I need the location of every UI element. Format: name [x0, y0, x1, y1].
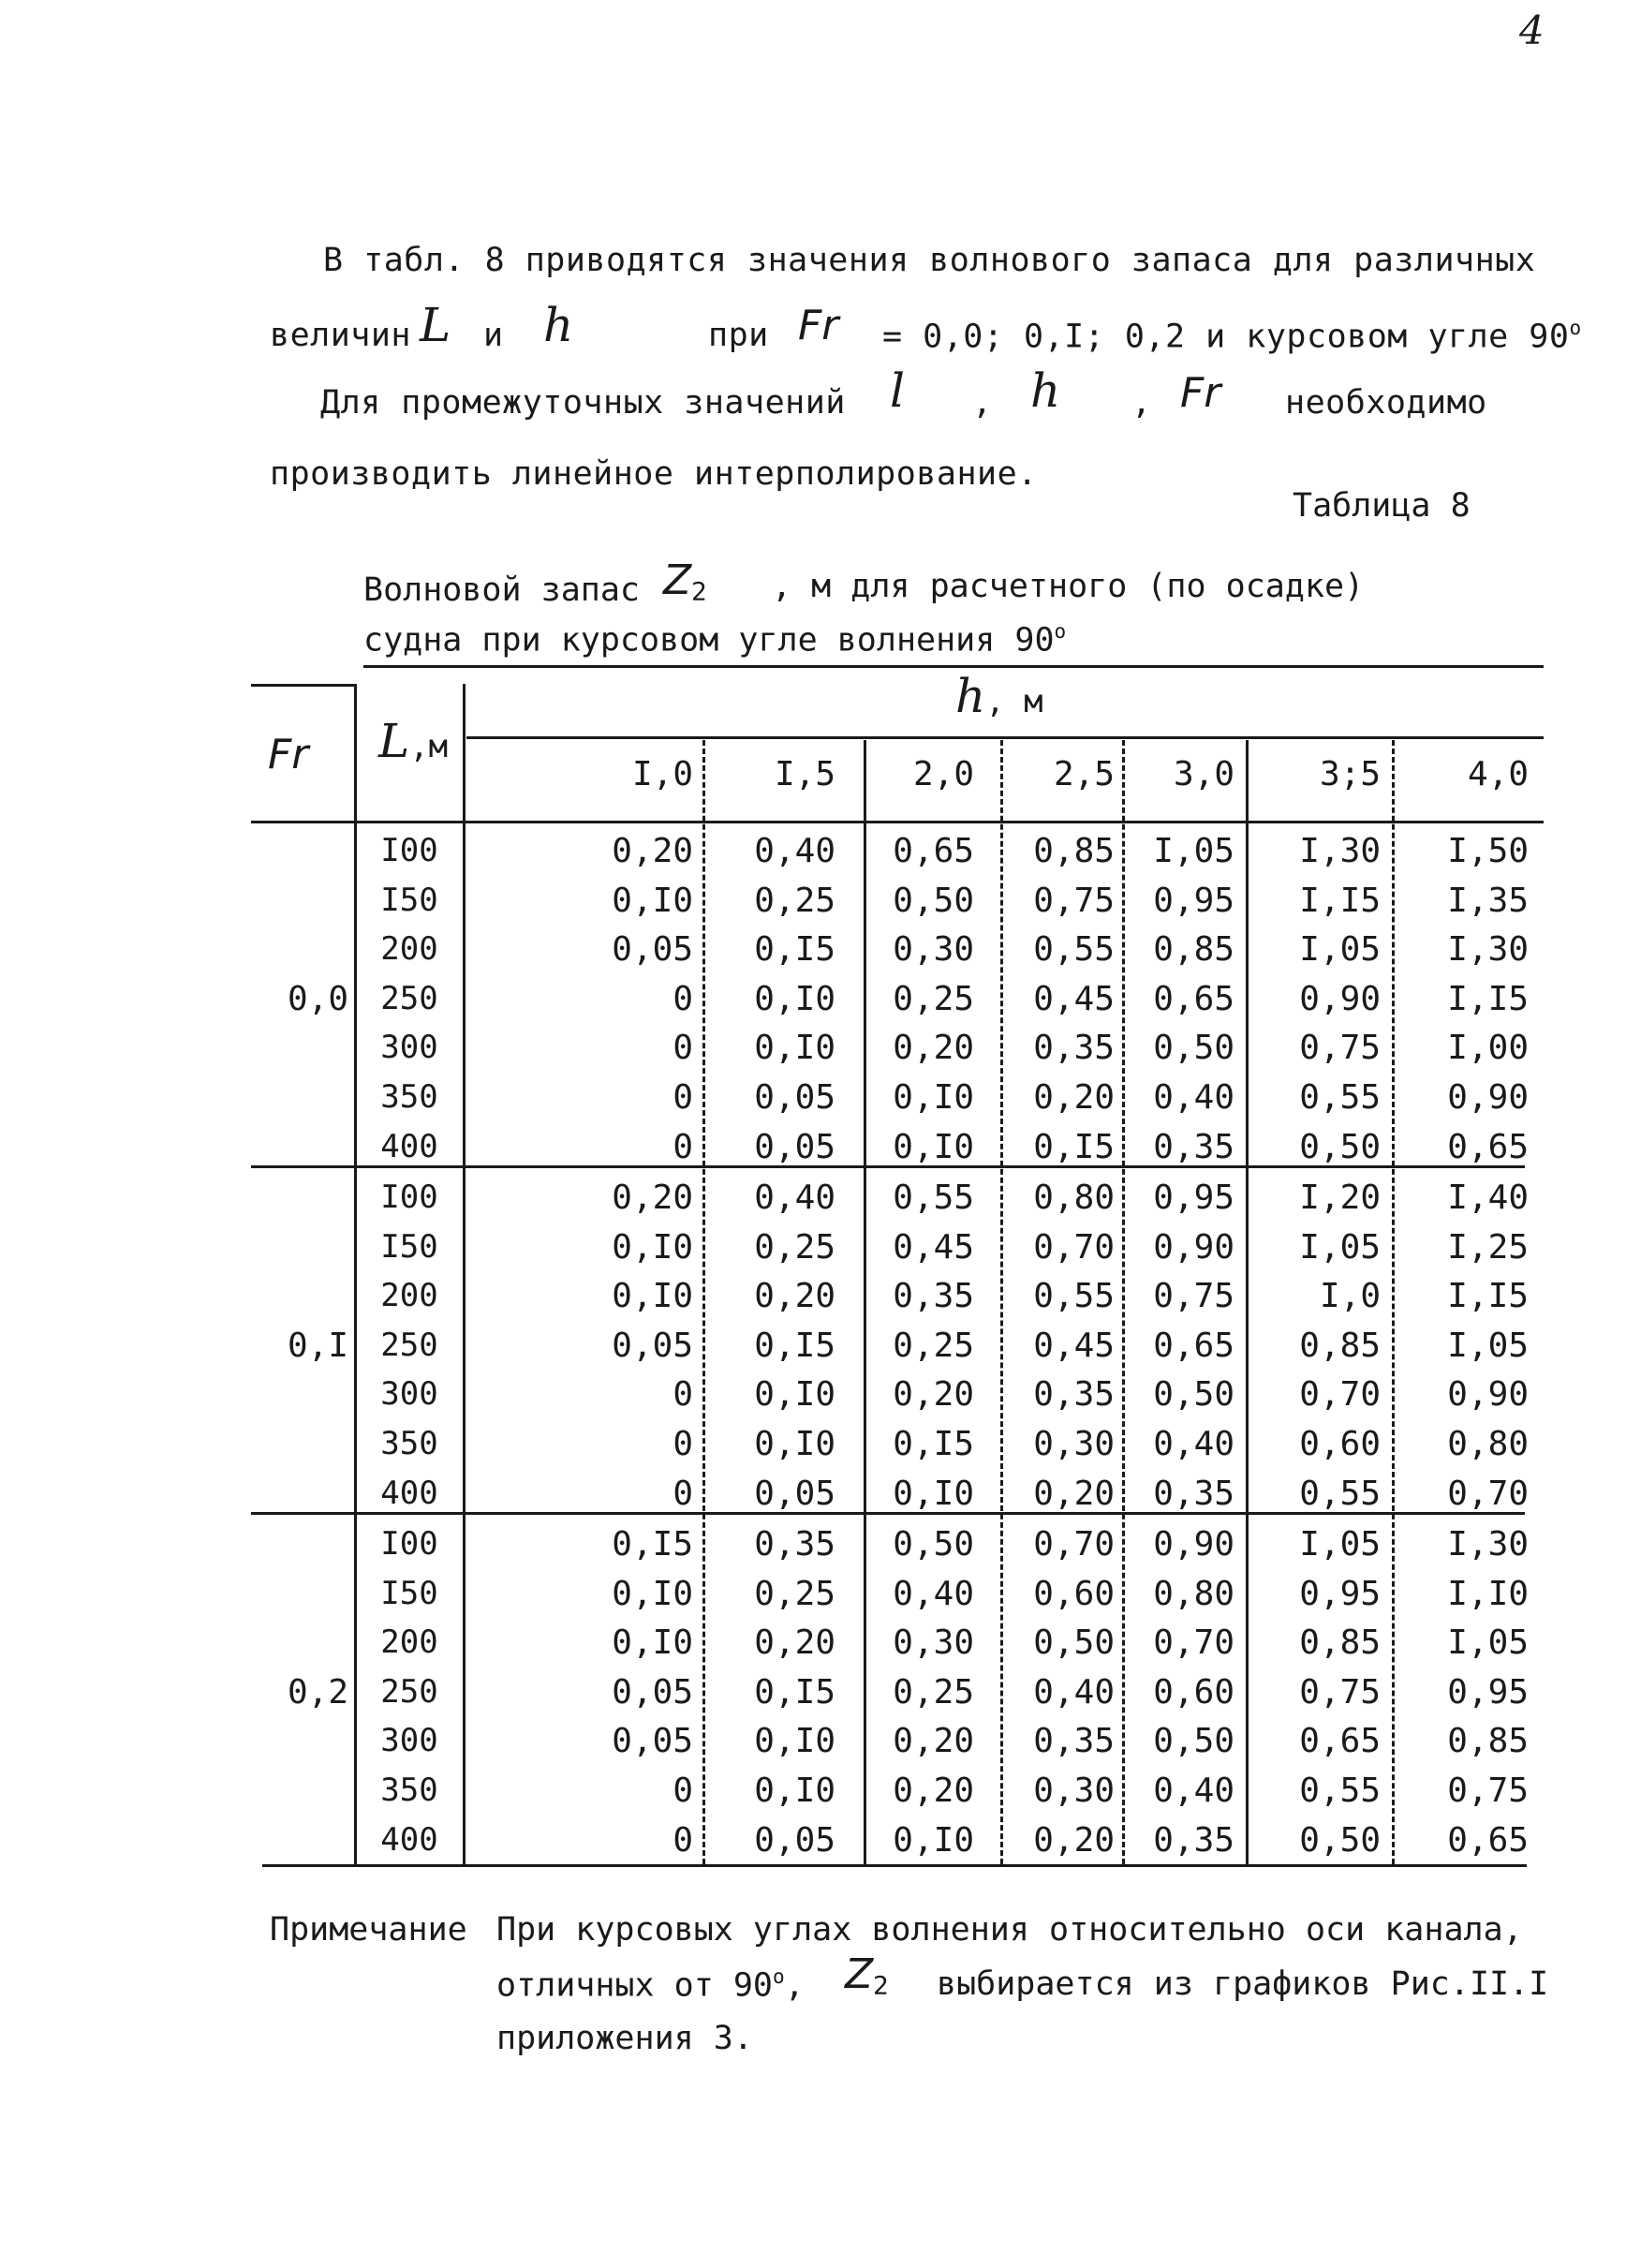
table-cell: 0,90 — [1299, 979, 1381, 1018]
table-cell: 0,65 — [1153, 1326, 1234, 1365]
table-cell: 0,25 — [754, 881, 835, 920]
note-label: Примечание — [270, 1911, 467, 1949]
table-cell: 0,45 — [1033, 1326, 1115, 1365]
table-cell: I,50 — [1447, 832, 1529, 870]
table-cell: 0,I0 — [754, 1722, 835, 1761]
symbol-Z2-note: $Z_2$ — [845, 1950, 889, 2001]
table-cell: I,05 — [1153, 832, 1234, 870]
table-cell: 0,I5 — [612, 1525, 693, 1564]
table-cell: I,05 — [1447, 1326, 1529, 1365]
intro-line-2-values: = 0,0; 0,I; 0,2 и курсовом угле $90^о$ — [882, 317, 1582, 356]
table-cell: 0,05 — [754, 1127, 835, 1166]
table-cell: 0,85 — [1033, 832, 1115, 870]
table-cell: 0,65 — [1153, 979, 1234, 1018]
table-cell: I,30 — [1447, 1525, 1529, 1564]
fr-value: 0,0 — [287, 979, 348, 1018]
table-cell: 0,85 — [1299, 1326, 1381, 1365]
table-cell: 0,85 — [1153, 930, 1234, 970]
table-cell: I,05 — [1299, 1525, 1381, 1564]
table-cell: 0,40 — [1153, 1771, 1234, 1810]
table-cell: 0 — [673, 1078, 693, 1117]
table-cell: 0,30 — [893, 930, 974, 970]
table-cell: I,I0 — [1447, 1574, 1529, 1613]
table-cell: 0,20 — [893, 1771, 974, 1810]
table-cell: 0,50 — [1033, 1623, 1115, 1663]
fr-column-rule — [354, 684, 357, 1864]
col-rule-4 — [1122, 740, 1125, 1864]
l-value: 300 — [380, 1722, 438, 1760]
table-cell: 0,20 — [893, 1722, 974, 1761]
table-cell: I,40 — [1447, 1178, 1529, 1217]
table-cell: 0,05 — [612, 930, 693, 970]
table-top-rule — [363, 665, 1544, 668]
l-value: I00 — [380, 1525, 438, 1563]
table-cell: 0,40 — [1033, 1672, 1115, 1712]
table-cell: 0,05 — [612, 1722, 693, 1761]
table-cell: I,05 — [1299, 930, 1381, 970]
table-label: Таблица 8 — [1293, 487, 1471, 525]
l-value: I00 — [380, 1178, 438, 1216]
table-cell: 0,65 — [1447, 1127, 1529, 1166]
table-cell: 0,I5 — [893, 1425, 974, 1463]
table-cell: 0,75 — [1153, 1277, 1234, 1316]
table-cell: 0,25 — [893, 979, 974, 1018]
table-cell: 0 — [673, 1425, 693, 1463]
table-cell: 0 — [673, 1474, 693, 1513]
table-top-rule-left — [251, 684, 354, 687]
l-value: 400 — [380, 1820, 438, 1859]
fr-value: 0,I — [287, 1326, 348, 1365]
table-cell: I,I5 — [1299, 881, 1381, 920]
table-cell: I,20 — [1299, 1178, 1381, 1217]
table-cell: 0,50 — [1299, 1820, 1381, 1860]
l-value: 350 — [380, 1078, 438, 1116]
table-cell: 0,I0 — [893, 1820, 974, 1860]
table-cell: I,0 — [1319, 1277, 1381, 1316]
l-value: 250 — [380, 1326, 438, 1364]
table-cell: 0,I0 — [754, 1425, 835, 1463]
table-cell: 0 — [673, 1127, 693, 1166]
l-value: 400 — [380, 1127, 438, 1165]
table-cell: 0,40 — [754, 1178, 835, 1217]
table-cell: 0,55 — [893, 1178, 974, 1217]
table-cell: 0,90 — [1153, 1525, 1234, 1564]
comma: , — [1131, 384, 1152, 422]
table-cell: 0,25 — [754, 1227, 835, 1267]
col-rule-2 — [864, 740, 866, 1864]
table-cell: I,30 — [1299, 832, 1381, 870]
caption-line-2: судна при курсовом угле волнения $90^о$ — [363, 620, 1067, 660]
h-value-header: 2,5 — [1053, 755, 1115, 793]
table-cell: 0,85 — [1299, 1623, 1381, 1663]
intro-line-1: В табл. 8 приводятся значения волнового запаса для различных — [323, 242, 1536, 279]
intro-line-2-and: и — [483, 317, 504, 354]
table-cell: 0,70 — [1299, 1375, 1381, 1415]
table-cell: 0,85 — [1447, 1722, 1529, 1761]
header-l: L,м — [378, 714, 449, 768]
table-cell: 0,25 — [893, 1672, 974, 1712]
symbol-Fr-2: Fr — [1180, 369, 1221, 417]
table-cell: 0,90 — [1447, 1078, 1529, 1117]
l-value: 200 — [380, 1277, 438, 1315]
table-cell: 0,45 — [1033, 979, 1115, 1018]
table-cell: 0,I0 — [612, 1574, 693, 1613]
table-cell: I,30 — [1447, 930, 1529, 970]
table-cell: 0,50 — [1299, 1127, 1381, 1166]
l-column-rule — [463, 684, 466, 1864]
table-cell: 0,75 — [1033, 881, 1115, 920]
table-cell: 0,75 — [1299, 1672, 1381, 1712]
table-cell: 0,05 — [754, 1820, 835, 1860]
table-cell: 0,35 — [893, 1277, 974, 1316]
table-cell: 0,70 — [1033, 1525, 1115, 1564]
table-cell: 0,80 — [1153, 1574, 1234, 1613]
table-cell: 0,50 — [1153, 1722, 1234, 1761]
table-cell: I,I5 — [1447, 1277, 1529, 1316]
table-cell: 0,30 — [1033, 1771, 1115, 1810]
table-cell: 0,50 — [1153, 1375, 1234, 1415]
table-cell: I,I5 — [1447, 979, 1529, 1018]
header-h: h, м — [955, 669, 1043, 723]
table-cell: 0,95 — [1299, 1574, 1381, 1613]
table-cell: 0,35 — [1033, 1029, 1115, 1068]
symbol-L: L — [420, 298, 451, 352]
table-cell: 0,35 — [1153, 1474, 1234, 1513]
table-cell: 0,I0 — [893, 1127, 974, 1166]
l-value: 400 — [380, 1474, 438, 1512]
symbol-Z2: $Z_2$ — [663, 556, 707, 607]
degree-mark: о — [1569, 317, 1582, 339]
degree-mark: о — [773, 1965, 785, 1988]
l-value: 300 — [380, 1029, 438, 1067]
table-cell: 0,95 — [1153, 1178, 1234, 1217]
table-cell: 0,25 — [893, 1326, 974, 1365]
table-cell: I,05 — [1447, 1623, 1529, 1663]
table-cell: 0,75 — [1447, 1771, 1529, 1810]
table-cell: 0 — [673, 1771, 693, 1810]
table-cell: 0,I0 — [893, 1078, 974, 1117]
table-cell: 0,35 — [754, 1525, 835, 1564]
table-cell: 0,05 — [612, 1672, 693, 1712]
l-value: 200 — [380, 930, 438, 969]
table-cell: 0 — [673, 979, 693, 1018]
table-cell: 0,20 — [893, 1029, 974, 1068]
table-cell: 0,50 — [893, 881, 974, 920]
note-line-3: приложения 3. — [496, 2020, 753, 2057]
table-cell: 0,65 — [1447, 1820, 1529, 1860]
intro-line-3-suffix: необходимо — [1285, 384, 1487, 422]
table-cell: 0,30 — [893, 1623, 974, 1663]
table-cell: 0,55 — [1033, 1277, 1115, 1316]
table-cell: 0,20 — [754, 1623, 835, 1663]
table-cell: 0,05 — [612, 1326, 693, 1365]
l-value: 350 — [380, 1771, 438, 1809]
page-number: 4 — [1519, 7, 1545, 53]
symbol-h: h — [543, 298, 574, 352]
table-cell: 0,35 — [1153, 1820, 1234, 1860]
table-cell: 0,60 — [1033, 1574, 1115, 1613]
table-cell: 0,95 — [1447, 1672, 1529, 1712]
table-cell: 0,35 — [1033, 1722, 1115, 1761]
symbol-h-2: h — [1030, 363, 1061, 418]
l-value: 350 — [380, 1425, 438, 1462]
degree-mark: о — [1054, 620, 1067, 643]
table-cell: 0,30 — [1033, 1425, 1115, 1463]
table-cell: 0,55 — [1299, 1771, 1381, 1810]
table-cell: I,25 — [1447, 1227, 1529, 1267]
table-cell: 0,80 — [1447, 1425, 1529, 1463]
l-value: I50 — [380, 1574, 438, 1612]
intro-line-2-at: при — [708, 317, 769, 354]
table-cell: 0,45 — [893, 1227, 974, 1267]
table-cell: 0,50 — [893, 1525, 974, 1564]
table-cell: 0,55 — [1299, 1474, 1381, 1513]
note-line-2-suffix: выбирается из графиков Рис.II.I — [937, 1965, 1549, 2003]
table-cell: 0,40 — [893, 1574, 974, 1613]
fr-value: 0,2 — [287, 1672, 348, 1712]
table-cell: 0,90 — [1447, 1375, 1529, 1415]
l-value: 250 — [380, 1672, 438, 1711]
table-cell: 0,20 — [1033, 1820, 1115, 1860]
h-value-header: 4,0 — [1467, 755, 1529, 793]
table-cell: 0,35 — [1153, 1127, 1234, 1166]
h-value-header: 2,0 — [912, 755, 974, 793]
table-cell: 0,80 — [1033, 1178, 1115, 1217]
table-cell: 0,I0 — [612, 881, 693, 920]
table-cell: 0,65 — [1299, 1722, 1381, 1761]
table-cell: 0,55 — [1033, 930, 1115, 970]
table-cell: 0,20 — [612, 1178, 693, 1217]
table-cell: 0,60 — [1153, 1672, 1234, 1712]
table-cell: 0,I0 — [754, 1375, 835, 1415]
table-cell: 0,40 — [754, 832, 835, 870]
col-rule-1 — [702, 740, 705, 1864]
l-value: I00 — [380, 832, 438, 869]
table-cell: 0,90 — [1153, 1227, 1234, 1267]
table-cell: 0 — [673, 1375, 693, 1415]
note-line-2-prefix: отличных от $90^о$, — [496, 1965, 805, 2005]
symbol-l: l — [890, 363, 905, 418]
l-value: 200 — [380, 1623, 438, 1662]
table-cell: 0,05 — [754, 1078, 835, 1117]
note-line-1: При курсовых углах волнения относительно оси канала, — [496, 1911, 1523, 1949]
intro-line-2-prefix: величин — [270, 317, 412, 354]
caption-suffix: , м для расчетного (по осадке) — [772, 568, 1365, 605]
table-cell: I,35 — [1447, 881, 1529, 920]
table-cell: 0,70 — [1447, 1474, 1529, 1513]
table-cell: 0,70 — [1033, 1227, 1115, 1267]
table-cell: 0,20 — [1033, 1474, 1115, 1513]
table-cell: 0,I5 — [754, 1326, 835, 1365]
table-cell: 0,I5 — [1033, 1127, 1115, 1166]
header-fr: Fr — [268, 731, 309, 778]
col-rule-6 — [1392, 740, 1395, 1864]
table-cell: 0,I0 — [754, 1771, 835, 1810]
h-header-rule — [466, 736, 1544, 739]
table-bottom-rule — [262, 1864, 1527, 1867]
table-cell: 0,70 — [1153, 1623, 1234, 1663]
h-value-header: I,0 — [631, 755, 693, 793]
l-value: 250 — [380, 979, 438, 1017]
table-cell: 0,55 — [1299, 1078, 1381, 1117]
table-cell: 0,50 — [1153, 1029, 1234, 1068]
table-cell: 0,I0 — [893, 1474, 974, 1513]
table-cell: 0,I0 — [754, 1029, 835, 1068]
caption-prefix: Волновой запас — [363, 571, 641, 609]
table-cell: 0,40 — [1153, 1078, 1234, 1117]
table-cell: 0,20 — [612, 832, 693, 870]
comma: , — [972, 384, 993, 422]
table-cell: 0,20 — [893, 1375, 974, 1415]
l-value: I50 — [380, 881, 438, 919]
header-bottom-rule — [251, 821, 1544, 823]
table-cell: 0,05 — [754, 1474, 835, 1513]
table-cell: 0,40 — [1153, 1425, 1234, 1463]
h-value-header: I,5 — [774, 755, 835, 793]
l-value: 300 — [380, 1375, 438, 1414]
table-cell: 0,20 — [754, 1277, 835, 1316]
h-value-header: 3,0 — [1173, 755, 1234, 793]
table-cell: 0,60 — [1299, 1425, 1381, 1463]
symbol-Fr: Fr — [798, 302, 839, 349]
table-cell: 0,65 — [893, 832, 974, 870]
col-rule-3 — [1000, 740, 1003, 1864]
intro-line-4: производить линейное интерполирование. — [270, 455, 1038, 493]
table-cell: 0,35 — [1033, 1375, 1115, 1415]
col-rule-5 — [1246, 740, 1249, 1864]
table-cell: I,00 — [1447, 1029, 1529, 1068]
table-cell: I,05 — [1299, 1227, 1381, 1267]
table-cell: 0,I0 — [754, 979, 835, 1018]
table-cell: 0,I0 — [612, 1277, 693, 1316]
table-cell: 0,25 — [754, 1574, 835, 1613]
table-cell: 0,I5 — [754, 930, 835, 970]
table-cell: 0,I5 — [754, 1672, 835, 1712]
table-cell: 0 — [673, 1820, 693, 1860]
table-cell: 0,95 — [1153, 881, 1234, 920]
table-cell: 0,75 — [1299, 1029, 1381, 1068]
l-value: I50 — [380, 1227, 438, 1266]
table-cell: 0 — [673, 1029, 693, 1068]
table-cell: 0,I0 — [612, 1227, 693, 1267]
table-cell: 0,20 — [1033, 1078, 1115, 1117]
intro-line-3-prefix: Для промежуточных значений — [320, 384, 846, 422]
h-value-header: 3;5 — [1319, 755, 1381, 793]
table-cell: 0,I0 — [612, 1623, 693, 1663]
